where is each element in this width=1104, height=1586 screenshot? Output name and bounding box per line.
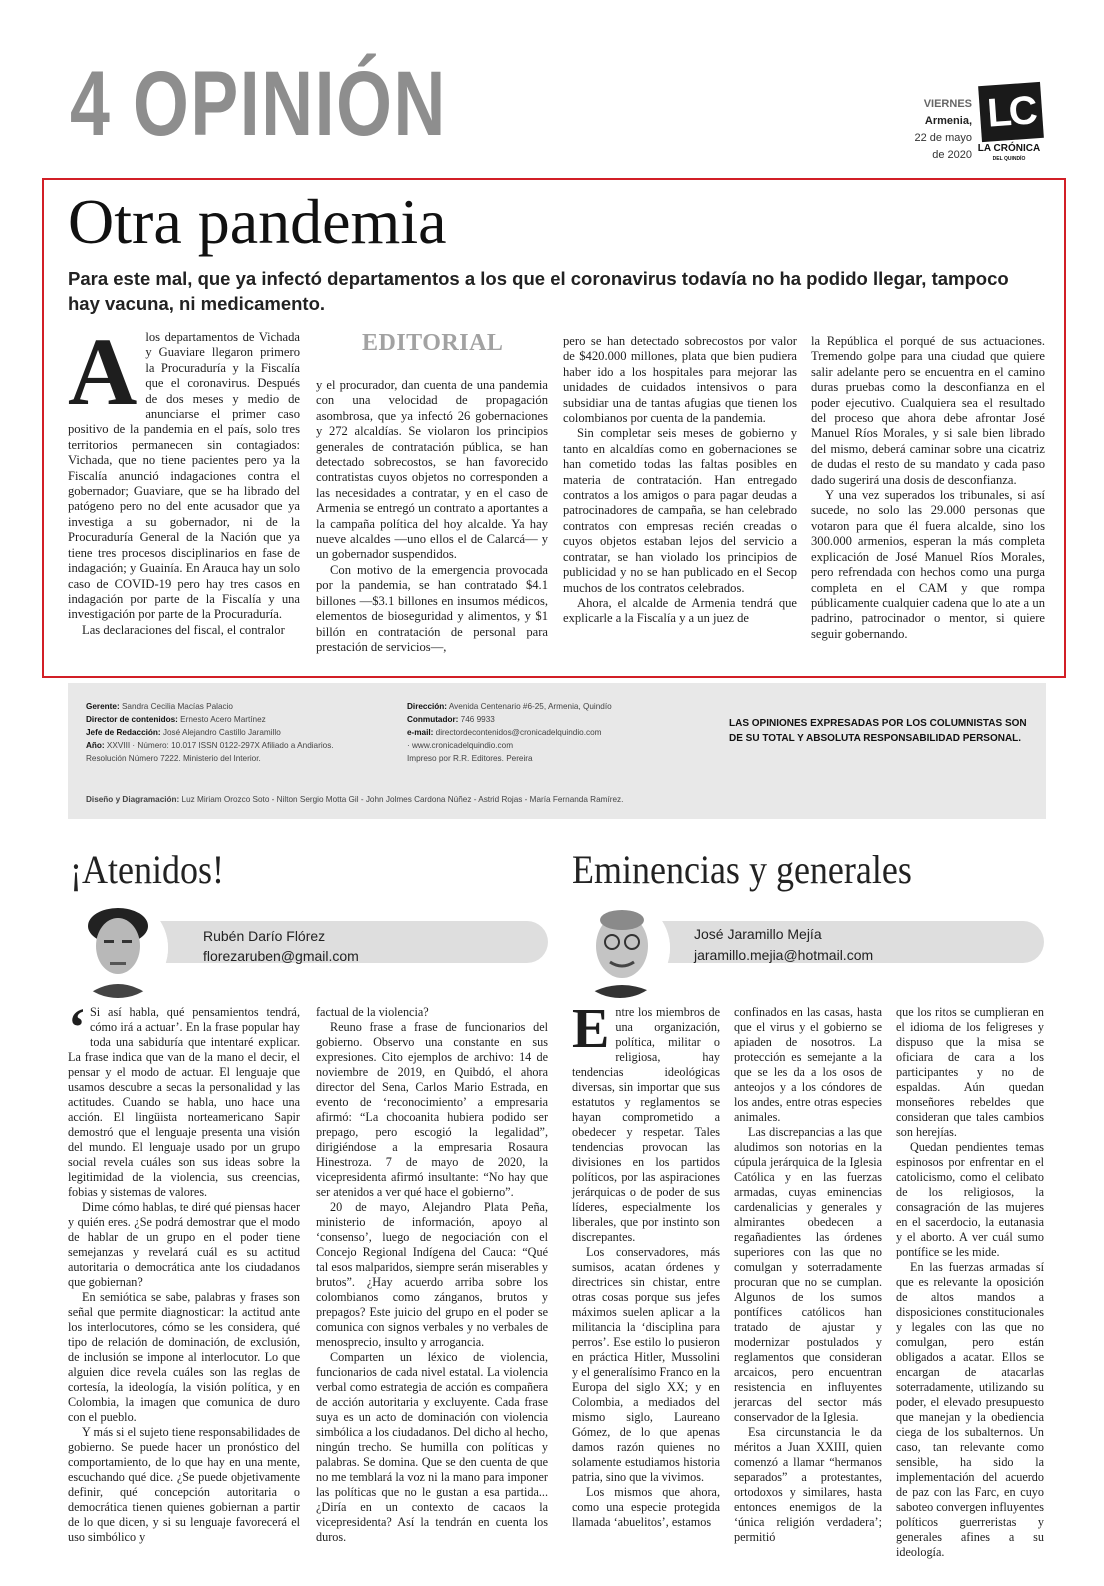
editorial-paragraph: los departamentos de Vichada y Guaviare llegaron primero la Procuraduría y la Fiscalía que el coronavirus. Después de dos meses y medio de anunciarse el primer caso positivo de la pandemia en el país, solo tres territorios permanecen sin contagiados: Vichada, que no tiene pacientes pero ya la Fiscalía anunció indagaciones contra el gobernador; Guaviare, que se ha librado del patógeno pero no del ente acusador que ya investiga a su gobernador, ni de la Procuraduría General de la Nación que ya tiene tres procesos disciplinarios en fase de indagación; y Guainía. En Arauca hay un solo caso de COVID-19 pero hay tres casos en indagación por parte de la Fiscalía y una investigación por parte de la Procuraduría. — [68, 330, 300, 622]
editorial-column-2 — [316, 378, 548, 655]
column-title-eminencias: Eminencias y generales — [572, 847, 912, 892]
editorial-paragraph: la República el porqué de sus actuaciones. Tremendo golpe para una ciudad que quiere salir adelante pero se encuentra en el camino duras pruebas como la desconfianza en el poder ejecutivo. Cualquiera sea el resultado del proceso que ahora debe afrontar José Manuel Ríos Morales, y si sale bien librado del mismo, deberá caminar sobre una cicatriz de dudas el resto de su mandato y cada paso dado sugerirá una dosis de desconfianza. — [811, 334, 1045, 487]
design-credits — [86, 795, 623, 804]
newspaper-name-main: LA CRÓNICA — [977, 143, 1041, 154]
editorial-paragraph: Con motivo de la emergencia provocada por la pandemia, se han contratado $4.1 billones —$3.1 billones en insumos médicos, elementos de bioseguridad y alimentos, y $1 billón en contratación de personal para prestación de servicios—, — [316, 562, 548, 654]
editorial-deck: Para este mal, que ya infectó departamentos a los que el coronavirus todavía no ha podido llegar, tampoco hay vacuna, ni medicamento. — [68, 268, 1009, 314]
column-paragraph: En las fuerzas armadas sí que es relevante la oposición de altos mandos a disposiciones constitucionales y legales con las que no comulgan, pero están obligados a acatar. Ellos se encargan de atacarlas soterradamente, utilizando su poder, el elevado presupuesto que manejan y la obediencia ciega de los subalternos. Un caso, tan relevante como sensible, ha sido la implementación del acuerdo de paz con las Farc, en cuyo saboteo convergen influyentes políticos guerreristas y generales afines a su ideología. — [896, 1260, 1045, 1559]
column-right-text-1 — [572, 998, 720, 1530]
column-paragraph: factual de la violencia? — [316, 1005, 429, 1019]
column-paragraph: Si así habla, qué pensamientos tendrá, cómo irá a actuar’. En la frase popular hay toda una sabiduría que intentaré explicar. La frase indica que van de la mano el decir, el pensar y el modo de actuar. El lenguaje que usamos descubre a secas la personalidad y las actitudes. Cuando se habla, uno hace una acción. El lingüista norteamericano Sapir demostró que el lenguaje presenta una visión del mundo. El lenguaje usado por un grupo social revela cuáles son sus ideas sobre la legitimidad de la violencia, sus creencias, fobias y sistemas de valores. — [68, 1005, 300, 1199]
credit-line: Resolución Número 7222. Ministerio del Interior. — [86, 754, 261, 763]
column-paragraph: Esa circunstancia le da méritos a Juan XXIII, quien comenzó a llamar “hermanos separados” a protestantes, ortodoxos y similares, hasta entonces enemigos de la ‘única religión verdadera’; permitió — [734, 1425, 882, 1544]
column-paragraph: que los ritos se cumplieran en el idioma de los feligreses y dispuso que la misa se oficiara de cara a los participantes y no de espaldas. Aún quedan monseñores rebeldes que consideran que tales cambios son herejías. — [896, 1005, 1044, 1139]
author-photo-right — [570, 898, 670, 998]
newspaper-name-sub: DEL QUINDÍO — [992, 156, 1026, 162]
column-right-text-2 — [734, 1005, 882, 1545]
editorial-paragraph: y el procurador, dan cuenta de una pandemia con una velocidad de propagación asombrosa, que ya infectó 26 gobernaciones y 272 alcaldías. Se violaron los principios generales de contratación pública, se han detectado sobrecostos, se han favorecido contratistas cuyos objetos no corresponden a las necesidades a contratar, y en el caso de Armenia se entregó un contrato a aportantes a la campaña política del hoy alcalde. Ya hay nueve alcaldes —uno ellos el de Calarcá— y un gobernador suspendidos. — [316, 378, 548, 562]
editorial-paragraph: pero se han detectado sobrecostos por valor de $420.000 millones, plata que bien pudiera haber ido a los hospitales para mejorar las unidades de cuidados intensivos o para subsidiar una de tantas afugias que tienen los colombianos por cuenta de la pandemia. — [563, 334, 797, 426]
editorial-paragraph: Las declaraciones del fiscal, el contralor — [82, 622, 285, 637]
credit-line: Año: XXVIII · Número: 10.017 ISSN 0122-297X Afiliado a Andiarios. — [86, 741, 334, 750]
credit-line: Gerente: Sandra Cecilia Macías Palacio — [86, 702, 233, 711]
column-paragraph: Reuno frase a frase de funcionarios del gobierno. Observo una constante en sus expresiones. Cito ejemplos de archivo: 14 de noviembre de 2019, en Quibdó, el ahora director del Sena, Carlos Mario Estrada, en evento de ‘reconocimiento’ a empresaria afirmó: “La chocoanita hubiera podido ser prepago, pero escogió la legalidad”, dirigiéndose a la empresaria Rosaura Hinestroza. 7 de mayo de 2020, la vicepresidenta afirmó insultante: “No hay que ser atenidos a ver qué hace el gobierno”. — [316, 1020, 548, 1199]
editorial-label: EDITORIAL — [362, 330, 504, 356]
editorial-paragraph: Ahora, el alcalde de Armenia tendrá que explicarle a la Fiscalía y a un juez de — [563, 595, 797, 626]
opening-quote-mark: ‘ — [68, 997, 86, 1057]
credit-line: Conmutador: 746 9933 — [407, 715, 495, 724]
column-right-text-3 — [896, 1005, 1044, 1560]
author-email-left[interactable]: florezaruben@gmail.com — [203, 948, 359, 964]
elderly-man-portrait-icon — [570, 898, 670, 998]
column-paragraph: Las discrepancias a las que aludimos son notorias en la cúpula jerárquica de la Iglesia Católica y en las fuerzas armadas, cuyas eminencias cardenalicias y generales y almirantes obedecen a regañadientes las órdenes superiores con las que no comulgan y soterradamente procuran que no se cumplan. Algunos de los sumos pontífices católicos han tratado de ajustar y modernizar postulados y reglamentos que consideran arcaicos, pero encuentran resistencia en influyentes jerarcas del sector más conservador de la Iglesia. — [734, 1125, 882, 1424]
opinion-disclaimer: LAS OPINIONES EXPRESADAS POR LOS COLUMNISTAS SON DE SU TOTAL Y ABSOLUTA RESPONSABILIDAD PERSONAL. — [729, 718, 1027, 744]
column-title-atenidos: ¡Atenidos! — [70, 847, 224, 892]
date-line-1: 22 de mayo — [914, 132, 972, 144]
column-paragraph: Comparten un léxico de violencia, funcionarios de cada nivel estatal. La violencia verbal como estrategia de acción es compañera de acción autoritaria y excluyente. Cada frase suya es un acto de dominación con violencia simbólica a los ciudadanos. Del dicho al hecho, ningún trecho. Se humilla con políticas y palabras. Se domina. Que se den cuenta de que no me temblará la voz ni la mano para imponer las políticas que no le gustan a esa partida... ¿Diría en un contexto de cacaos la vicepresidenta? Así la tendrán en cuenta los duros. — [316, 1350, 548, 1544]
credit-line: Impreso por R.R. Editores. Pereira — [407, 754, 533, 763]
design-names: Luz Miriam Orozco Soto - Nilton Sergio Motta Gil - John Jolmes Cardona Núñez - Astrid Rojas - María Fernanda Ramírez. — [179, 795, 624, 804]
column-paragraph: Los conservadores, más sumisos, acatan órdenes y directrices sin chistar, entre otras cosas porque sus jefes máximos suelen aplicar a la militancia la ‘disciplina para perros’. Ese estilo lo pusieron en práctica Hitler, Mussolini y el generalísimo Franco en la Europa del siglo XX; y en Colombia, a mediados del mismo siglo, Laureano Gómez, de lo que apenas damos razón quienes no solamente estudiamos historia patria, sino que la vivimos. — [572, 1245, 720, 1484]
section-title: 4 OPINIÓN — [70, 53, 447, 155]
credit-line: Dirección: Avenida Centenario #6-25, Armenia, Quindío — [407, 702, 612, 711]
editorial-column-4 — [811, 334, 1045, 642]
credit-line: e-mail: directordecontenidos@cronicadelquindio.com — [407, 728, 602, 737]
column-paragraph: ntre los miembros de una organización, política, militar o religiosa, hay tendencias ideológicas diversas, sin importar que sus estatutos y reglamentos se hayan comprometido a obedecer y respetar. Tales tendencias provocan las divisiones en los partidos políticos, por las aspiraciones jerárquicas o de poder de sus líderes, especialmente los liberales, que por instinto son discrepantes. — [572, 1005, 720, 1244]
editorial-paragraph: Y una vez superados los tribunales, si así sucede, no solo las 29.000 personas que votaron para que él fuera alcalde, sino los 300.000 armenios, esperan la más completa explicación de José Manuel Ríos Morales, pero refrendada con hechos como una purga completa en el CAM y que rompa públicamente cualquier cadena que lo ate a un padrino, patrocinador o mentor, si quiere seguir gobernando. — [811, 488, 1045, 641]
author-name-left: Rubén Darío Flórez — [203, 928, 326, 944]
credits-left — [86, 700, 386, 765]
column-left-text-2 — [316, 1005, 548, 1545]
man-portrait-icon — [68, 898, 168, 998]
author-photo-left — [68, 898, 168, 998]
newspaper-logo: LC — [978, 82, 1044, 142]
editorial-dropcap: A — [68, 318, 138, 425]
column-paragraph: Quedan pendientes temas espinosos por enfrentar en el catolicismo, como el celibato de los religiosos, la consagración de las mujeres en el sacerdocio, la eutanasia y el aborto. A ver cuál sumo pontífice se les mide. — [896, 1140, 1044, 1259]
column-paragraph: En semiótica se sabe, palabras y frases son señal que permite diagnosticar: la actitud ante los interlocutores, cómo se les considera, qué tipo de relación de dominación, de exclusión, de inclusión se impone al interlocutor. Lo que alguien dice revela cuáles son las reglas de cortesía, la ideología, la visión política, y en Colombia, la imagen que comunica de duro con el pueblo. — [68, 1290, 300, 1424]
design-label: Diseño y Diagramación: — [86, 795, 180, 804]
credit-line: · www.cronicadelquindio.com — [407, 741, 514, 750]
column-paragraph: Dime cómo hablas, te diré qué piensas hacer y quién eres. ¿Se podrá demostrar que el modo de hablar de un grupo en el poder tiene semejanzas y revelará cuál es su actitud autoritaria o democrática ante los ciudadanos que gobiernan? — [68, 1200, 300, 1289]
date-day: VIERNES — [923, 98, 972, 110]
column-paragraph: confinados en las casas, hasta que el virus y el gobierno se apiaden de nosotros. La protección es semejante a la que se les da a los osos de anteojos y a los cóndores de los andes, entre otras especies animales. — [734, 1005, 882, 1124]
editorial-paragraph: Sin completar seis meses de gobierno y tanto en alcaldías como en gobernaciones se han cometido todas las faltas posibles en materia de contratación. Han entregado contratos a los amigos o para pagar deudas a patrocinadores de campaña, se han celebrado contratos con empresas recién creadas o cuyos objetos estaban lejos del servicio a contratar, se han violado los principios de publicidad y no se han publicado en el Secop muchos de los contratos celebrados. — [563, 426, 797, 595]
date-block — [915, 96, 972, 164]
credit-line: Jefe de Redacción: José Alejandro Castillo Jaramillo — [86, 728, 281, 737]
editorial-column-3 — [563, 334, 797, 627]
author-name-right: José Jaramillo Mejía — [694, 926, 822, 942]
date-city: Armenia, — [924, 115, 972, 127]
date-line-2: de 2020 — [932, 149, 972, 161]
editorial-headline: Otra pandemia — [68, 186, 447, 257]
column-dropcap: E — [572, 998, 610, 1060]
author-email-right[interactable]: jaramillo.mejia@hotmail.com — [694, 947, 874, 963]
credits-right — [407, 700, 707, 765]
column-paragraph: Los mismos que ahora, como una especie protegida llamada ‘abuelitos’, estamos — [572, 1485, 720, 1529]
newspaper-name — [974, 144, 1044, 164]
column-paragraph: 20 de mayo, Alejandro Plata Peña, ministerio de información, apoyo al ‘consenso’, luego de negociación con el Concejo Regional Indígena del Cauca: “Qué tal esos malparidos, siempre serán miserables y brutos”. ¿Hay acuerdo arriba sobre los colombianos como zánganos, brutos y prepagos? Este juicio del grupo en el poder se comunica con signos verbales y no verbales de menosprecio, insulto y arrogancia. — [316, 1200, 548, 1349]
column-paragraph: Y más si el sujeto tiene responsabilidades de gobierno. Se puede hacer un pronóstico del comportamiento, de lo que hay en una mente, escuchando qué dice. ¿Se puede objetivamente definir, qué concepción autoritaria o democrática tienen quienes gobiernan a partir de lo que dicen, y si su lenguaje favorecerá el uso simbólico y — [68, 1425, 300, 1544]
column-left-text-1 — [68, 997, 300, 1545]
credit-line: Director de contenidos: Ernesto Acero Martínez — [86, 715, 266, 724]
editorial-column-1 — [68, 318, 300, 638]
